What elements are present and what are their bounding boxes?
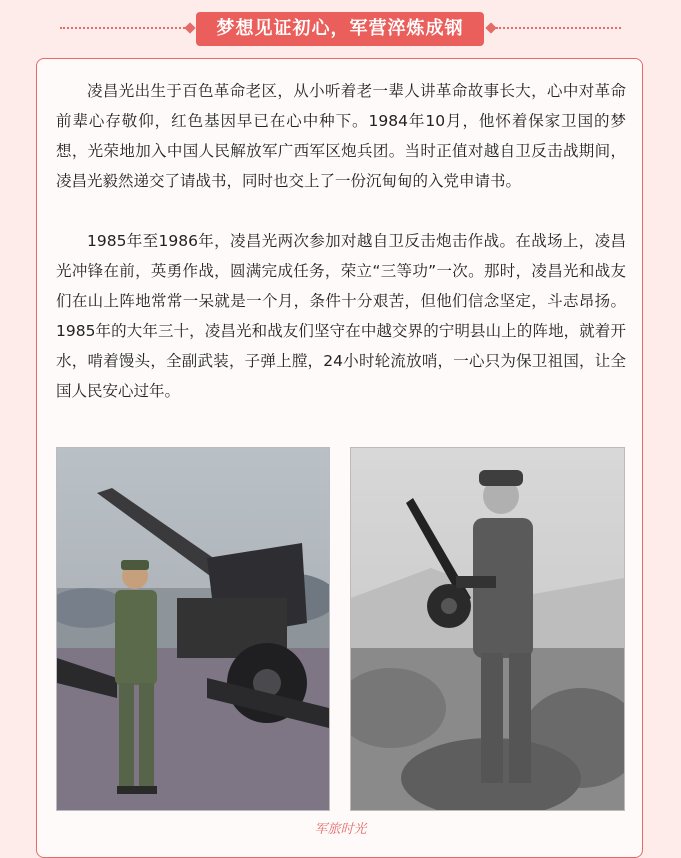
howitzer-photo-illustration bbox=[57, 448, 329, 810]
section-title: 梦想见证初心，军营淬炼成钢 bbox=[196, 12, 484, 46]
article-paragraph-1: 凌昌光出生于百色革命老区，从小听着老一辈人讲革命故事长大，心中对革命前辈心存敬仰，红色基因早已在心中种下。1984年10月，他怀着保家卫国的梦想，光荣地加入中国人民解放军广西军区炮兵团。当时正值对越自卫反击战期间，凌昌光毅然递交了请战书，同时也交上了一份沉甸甸的入党申请书。 bbox=[56, 82, 626, 190]
article-paragraph-2: 1985年至1986年，凌昌光两次参加对越自卫反击炮击作战。在战场上，凌昌光冲锋在前，英勇作战，圆满完成任务，荣立“三等功”一次。那时，凌昌光和战友们在山上阵地常常一呆就是一个月，条件十分艰苦，但他们信念坚定，斗志昂扬。1985年的大年三十，凌昌光和战友们坚守在中越交界的宁明县山上的阵地，就着开水，啃着馒头，全副武装，子弹上膛，24小时轮流放哨，一心只为保卫祖国，让全国人民安心过年。 bbox=[56, 232, 626, 400]
photo-soldier-with-machine-gun bbox=[350, 447, 625, 811]
section-header bbox=[0, 10, 681, 46]
diamond-icon bbox=[184, 22, 195, 33]
machine-gun-photo-illustration bbox=[351, 448, 624, 810]
header-divider-right bbox=[496, 27, 621, 29]
diamond-icon bbox=[485, 22, 496, 33]
photo-caption: 军旅时光 bbox=[314, 822, 367, 837]
photo-soldier-with-howitzer bbox=[56, 447, 330, 811]
header-divider-left bbox=[60, 27, 185, 29]
